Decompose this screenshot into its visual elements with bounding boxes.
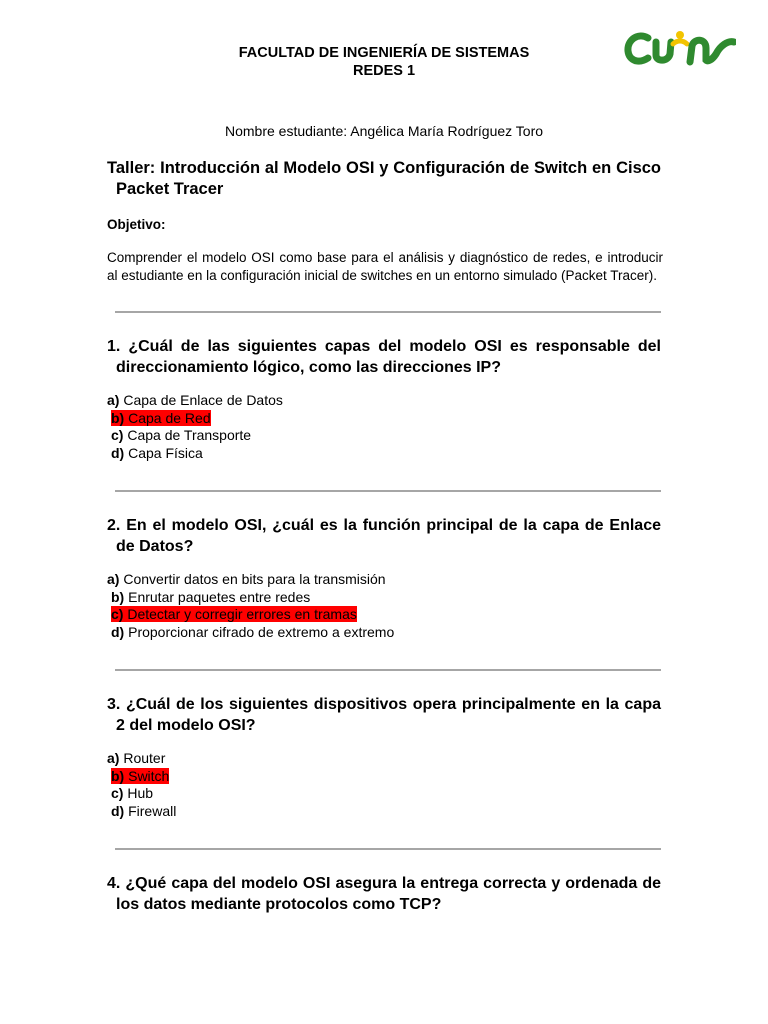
option-a[interactable] bbox=[107, 571, 661, 589]
option-letter: d) bbox=[111, 802, 125, 819]
objective-text bbox=[107, 249, 663, 285]
highlighted-answer bbox=[111, 768, 169, 784]
options-list bbox=[107, 571, 661, 641]
highlighted-answer bbox=[111, 606, 357, 622]
option-text: Detectar y corregir errores en tramas bbox=[127, 606, 357, 622]
cun-logo bbox=[624, 24, 736, 74]
option-c[interactable] bbox=[107, 785, 661, 803]
option-letter: b) bbox=[111, 767, 125, 784]
option-letter: a) bbox=[107, 392, 120, 408]
option-letter: c) bbox=[111, 427, 124, 443]
section-divider bbox=[115, 490, 661, 492]
option-letter: c) bbox=[111, 606, 124, 622]
option-letter: b) bbox=[111, 409, 125, 426]
option-letter: a) bbox=[107, 571, 120, 587]
question-text: 4. ¿Qué capa del modelo OSI asegura la entrega correcta y ordenada de los datos mediante protocolos como TCP? bbox=[107, 875, 661, 913]
option-d[interactable] bbox=[107, 445, 661, 463]
objective-label: Objetivo: bbox=[107, 217, 166, 232]
question-2 bbox=[107, 515, 661, 641]
option-text: Router bbox=[123, 750, 166, 766]
option-letter: c) bbox=[111, 785, 124, 801]
highlighted-answer bbox=[111, 410, 211, 426]
option-a[interactable] bbox=[107, 750, 661, 768]
option-c-selected[interactable] bbox=[107, 606, 661, 624]
option-text: Capa de Enlace de Datos bbox=[123, 392, 283, 408]
option-a[interactable] bbox=[107, 392, 661, 410]
option-b-selected[interactable] bbox=[107, 768, 661, 786]
option-text: Firewall bbox=[128, 802, 177, 819]
option-letter: b) bbox=[111, 588, 125, 605]
question-1 bbox=[107, 336, 661, 462]
option-text: Proporcionar cifrado de extremo a extremo bbox=[128, 623, 395, 640]
question-text: 2. En el modelo OSI, ¿cuál es la función principal de la capa de Enlace de Datos? bbox=[107, 517, 661, 555]
objective-line-1: Comprender el modelo OSI como base para el análisis y diagnóstico de redes, e introducir bbox=[107, 250, 663, 265]
option-d[interactable] bbox=[107, 624, 661, 642]
option-d[interactable] bbox=[107, 803, 661, 821]
section-divider bbox=[115, 311, 661, 313]
option-letter: a) bbox=[107, 750, 120, 766]
option-text: Hub bbox=[127, 785, 154, 801]
question-3 bbox=[107, 694, 661, 820]
option-c[interactable] bbox=[107, 427, 661, 445]
options-list bbox=[107, 750, 661, 820]
option-text: Switch bbox=[128, 767, 170, 784]
option-text: Capa Física bbox=[128, 444, 203, 461]
faculty-title: FACULTAD DE INGENIERÍA DE SISTEMAS bbox=[238, 45, 530, 61]
objective-line-2: al estudiante en la configuración inicial de switches en un entorno simulado (Packet Tracer). bbox=[107, 268, 658, 283]
question-text: 3. ¿Cuál de los siguientes dispositivos opera principalmente en la capa 2 del modelo OSI? bbox=[107, 696, 661, 734]
option-letter: d) bbox=[111, 623, 125, 640]
section-divider bbox=[115, 669, 661, 671]
option-text: Enrutar paquetes entre redes bbox=[128, 588, 311, 605]
course-title: REDES 1 bbox=[352, 63, 416, 79]
student-name: Nombre estudiante: Angélica María Rodríguez Toro bbox=[224, 123, 544, 139]
option-letter: d) bbox=[111, 444, 125, 461]
option-b[interactable] bbox=[107, 589, 661, 607]
options-list bbox=[107, 392, 661, 462]
section-divider bbox=[115, 848, 661, 850]
option-text: Convertir datos en bits para la transmisión bbox=[123, 571, 386, 587]
question-4 bbox=[107, 873, 661, 915]
option-text: Capa de Transporte bbox=[127, 427, 252, 443]
question-text: 1. ¿Cuál de las siguientes capas del modelo OSI es responsable del direccionamiento lógico, como las direcciones IP? bbox=[107, 338, 661, 376]
option-text: Capa de Red bbox=[128, 409, 211, 426]
page-title: Taller: Introducción al Modelo OSI y Configuración de Switch en Cisco Packet Tracer bbox=[107, 159, 661, 198]
option-b-selected[interactable] bbox=[107, 410, 661, 428]
